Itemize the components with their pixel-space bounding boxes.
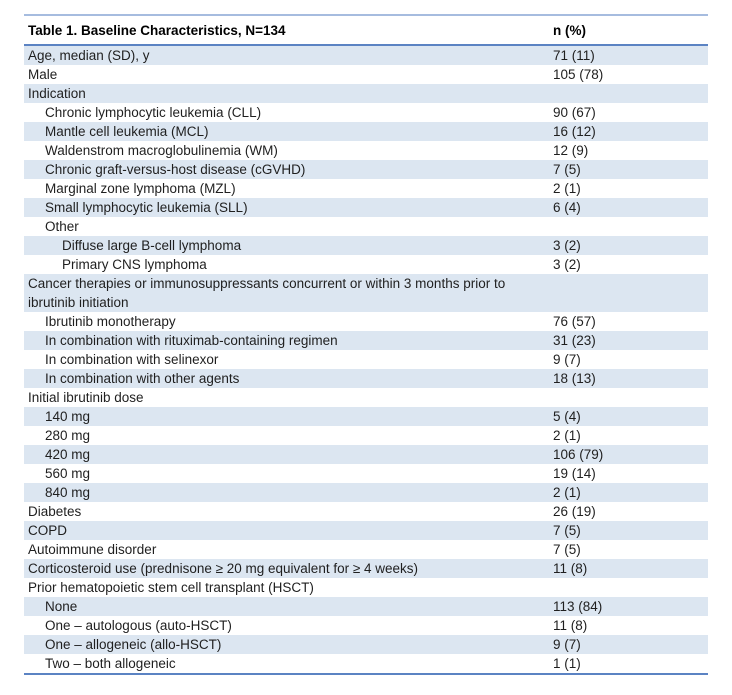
row-value: 12 (9): [553, 143, 589, 158]
row-label: None: [45, 599, 78, 614]
row-value: 105 (78): [553, 67, 604, 82]
table-row: [24, 464, 708, 483]
row-value: 2 (1): [553, 485, 581, 500]
row-label: Two – both allogeneic: [45, 656, 176, 671]
row-value: [553, 274, 708, 312]
table-row: [24, 654, 708, 674]
table-row: [24, 369, 708, 388]
row-label: Male: [28, 67, 58, 82]
row-label: Age, median (SD), y: [28, 48, 150, 63]
table-row: [24, 217, 708, 236]
table-row: [24, 597, 708, 616]
row-label: Waldenstrom macroglobulinemia (WM): [45, 143, 278, 158]
row-label: Indication: [28, 86, 86, 101]
row-value: 11 (8): [553, 618, 588, 633]
row-value: 2 (1): [553, 428, 581, 443]
row-label: Autoimmune disorder: [28, 542, 157, 557]
table-row: [24, 635, 708, 654]
row-value: 90 (67): [553, 105, 596, 120]
table-row: [24, 45, 708, 65]
row-value: [553, 84, 708, 103]
table-row: [24, 616, 708, 635]
row-value: 1 (1): [553, 656, 581, 671]
table-row: [24, 274, 708, 312]
row-value: 9 (7): [553, 637, 581, 652]
table-row: [24, 331, 708, 350]
table-row: [24, 578, 708, 597]
table-row: [24, 483, 708, 502]
row-label: Cancer therapies or immunosuppressants concurrent or within 3 months prior to ibrutinib initiation: [28, 276, 506, 310]
row-label: One – autologous (auto-HSCT): [45, 618, 232, 633]
table-row: [24, 521, 708, 540]
table-row: [24, 179, 708, 198]
row-value: 11 (8): [553, 561, 588, 576]
table-row: [24, 426, 708, 445]
row-label: Corticosteroid use (prednisone ≥ 20 mg equivalent for ≥ 4 weeks): [28, 561, 419, 576]
row-value: [553, 217, 708, 236]
row-value: 31 (23): [553, 333, 596, 348]
header-row: [24, 15, 708, 45]
row-label: 140 mg: [45, 409, 91, 424]
row-label: 560 mg: [45, 466, 91, 481]
table-row: [24, 141, 708, 160]
table-row: [24, 559, 708, 578]
row-label: Ibrutinib monotherapy: [45, 314, 176, 329]
table-row: [24, 540, 708, 559]
row-label: In combination with other agents: [45, 371, 240, 386]
table-row: [24, 160, 708, 179]
row-value: 19 (14): [553, 466, 596, 481]
table-row: [24, 103, 708, 122]
row-value: 71 (11): [553, 48, 595, 63]
baseline-characteristics-table: [24, 14, 708, 675]
row-value: 5 (4): [553, 409, 581, 424]
row-label: 280 mg: [45, 428, 91, 443]
row-value: 76 (57): [553, 314, 596, 329]
row-label: Small lymphocytic leukemia (SLL): [45, 200, 248, 215]
row-label: Initial ibrutinib dose: [28, 390, 144, 405]
table-row: [24, 236, 708, 255]
row-value: 9 (7): [553, 352, 581, 367]
row-label: COPD: [28, 523, 68, 538]
row-value: 3 (2): [553, 238, 581, 253]
row-label: 840 mg: [45, 485, 91, 500]
row-value: 7 (5): [553, 162, 581, 177]
row-value: 7 (5): [553, 523, 581, 538]
row-value: 26 (19): [553, 504, 596, 519]
row-value: [553, 388, 708, 407]
row-label: Diffuse large B-cell lymphoma: [62, 238, 242, 253]
row-label: Mantle cell leukemia (MCL): [45, 124, 209, 139]
table-row: [24, 350, 708, 369]
row-label: Diabetes: [28, 504, 82, 519]
row-value: 2 (1): [553, 181, 581, 196]
row-label: One – allogeneic (allo-HSCT): [45, 637, 222, 652]
row-label: In combination with rituximab-containing regimen: [45, 333, 338, 348]
row-label: Prior hematopoietic stem cell transplant (HSCT): [28, 580, 314, 595]
row-value: 7 (5): [553, 542, 581, 557]
table-row: [24, 312, 708, 331]
table-row: [24, 84, 708, 103]
table-row: [24, 502, 708, 521]
row-label: In combination with selinexor: [45, 352, 219, 367]
row-value: 106 (79): [553, 447, 604, 462]
table-row: [24, 198, 708, 217]
table-body: [24, 45, 708, 674]
table-row: [24, 122, 708, 141]
table-row: [24, 255, 708, 274]
row-value: 3 (2): [553, 257, 581, 272]
row-label: Primary CNS lymphoma: [62, 257, 207, 272]
table-title: Table 1. Baseline Characteristics, N=134: [24, 15, 553, 45]
row-label: Chronic graft-versus-host disease (cGVHD): [45, 162, 306, 177]
row-label: Marginal zone lymphoma (MZL): [45, 181, 236, 196]
row-label: Other: [45, 219, 79, 234]
table-row: [24, 388, 708, 407]
row-label: Chronic lymphocytic leukemia (CLL): [45, 105, 262, 120]
table-row: [24, 445, 708, 464]
table-row: [24, 65, 708, 84]
row-value: 6 (4): [553, 200, 581, 215]
row-label: 420 mg: [45, 447, 91, 462]
row-value: [553, 578, 708, 597]
table-row: [24, 407, 708, 426]
value-column-header: n (%): [553, 15, 708, 45]
row-value: 16 (12): [553, 124, 596, 139]
row-value: 18 (13): [553, 371, 596, 386]
row-value: 113 (84): [553, 599, 603, 614]
